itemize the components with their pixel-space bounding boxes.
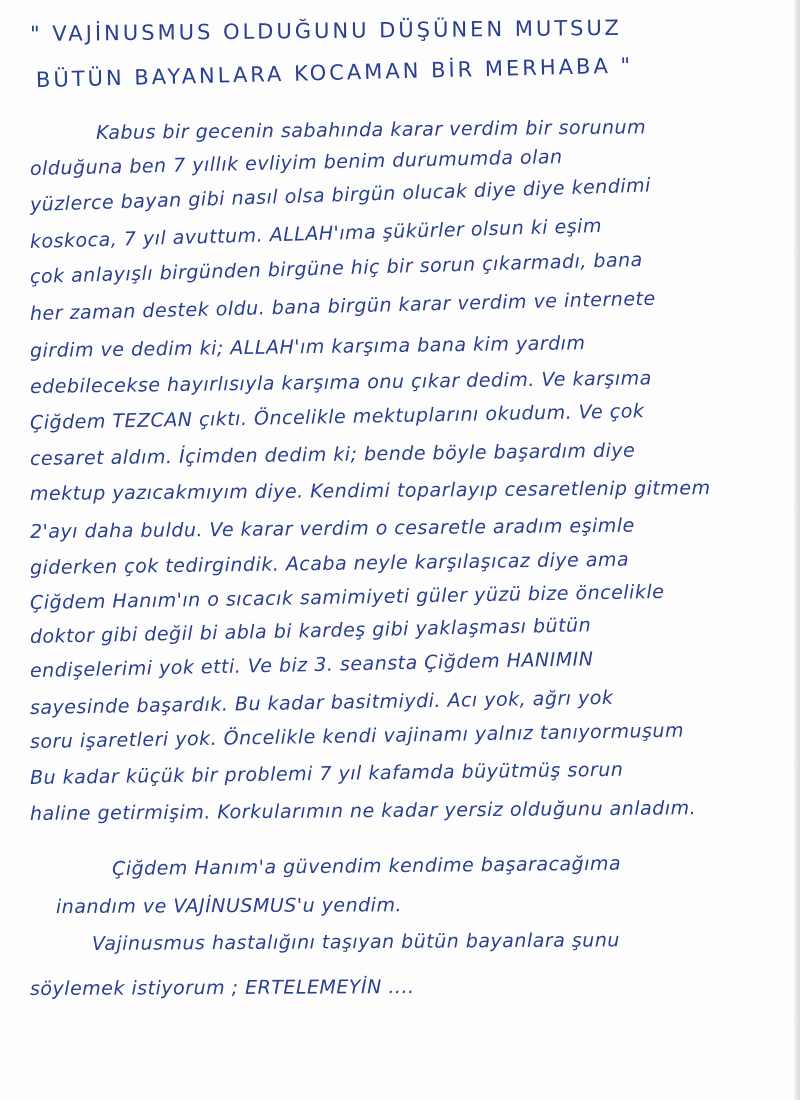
letter-body-line: olduğuna ben 7 yıllık evliyim benim durumumda olan — [29, 145, 563, 180]
letter-body-line: koskoca, 7 yıl avuttum. ALLAH'ıma şükürler olsun ki eşim — [29, 215, 603, 253]
letter-title-line: BÜTÜN BAYANLARA KOCAMAN BİR MERHABA " — [35, 53, 634, 92]
letter-body-line: doktor gibi değil bi abla bi kardeş gibi yaklaşması bütün — [29, 614, 592, 648]
letter-body-line: inandım ve VAJİNUSMUS'u yendim. — [55, 894, 403, 918]
letter-title-line: " VAJİNUSMUS OLDUĞUNU DÜŞÜNEN MUTSUZ — [29, 15, 622, 46]
letter-body-line: endişelerimi yok etti. Ve biz 3. seansta Çiğdem HANIMIN — [29, 648, 594, 682]
letter-body-line: söylemek istiyorum ; ERTELEMEYİN .... — [29, 975, 415, 1000]
letter-body-line: mektup yazıcakmıyım diye. Kendimi toparlayıp cesaretlenip gitmem — [29, 477, 711, 505]
letter-body-line: soru işaretleri yok. Öncelikle kendi vajinamı yalnız tanıyormuşum — [29, 719, 685, 753]
letter-body-line: Bu kadar küçük bir problemi 7 yıl kafamda büyütmüş sorun — [29, 758, 624, 789]
letter-body-line: 2'ayı daha buldu. Ve karar verdim o cesaretle aradım eşimle — [29, 514, 635, 543]
letter-body-line: Çiğdem TEZCAN çıktı. Öncelikle mektuplarını okudum. Ve çok — [29, 400, 645, 434]
letter-body-line: sayesinde başardık. Bu kadar basitmiydi. Acı yok, ağrı yok — [29, 686, 614, 719]
letter-body-line: edebilecekse hayırlısıyla karşıma onu çıkar dedim. Ve karşıma — [29, 367, 652, 398]
letter-body-line: haline getirmişim. Korkularımın ne kadar yersiz olduğunu anladım. — [29, 797, 697, 825]
letter-body-line: giderken çok tedirgindik. Acaba neyle karşılaşıcaz diye ama — [29, 548, 630, 579]
letter-body-line: çok anlayışlı birgünden birgüne hiç bir sorun çıkarmadı, bana — [29, 248, 644, 288]
letter-body-line: yüzlerce bayan gibi nasıl olsa birgün olucak diye diye kendimi — [29, 174, 652, 216]
letter-body-line: Çiğdem Hanım'a güvendim kendime başaracağıma — [111, 852, 622, 880]
letter-body-line: cesaret aldım. İçimden dedim ki; bende böyle başardım diye — [29, 439, 636, 470]
paper-edge — [794, 0, 800, 1100]
letter-body-line: Vajinusmus hastalığını taşıyan bütün bayanlara şunu — [91, 929, 620, 955]
letter-body-line: her zaman destek oldu. bana birgün karar verdim ve internete — [29, 287, 656, 325]
letter-body-line: Çiğdem Hanım'ın o sıcacık samimiyeti güler yüzü bize öncelikle — [29, 580, 665, 614]
letter-body-line: girdim ve dedim ki; ALLAH'ım karşıma bana kim yardım — [29, 332, 586, 362]
letter-body-line: Kabus bir gecenin sabahında karar verdim bir sorunum — [95, 116, 647, 144]
